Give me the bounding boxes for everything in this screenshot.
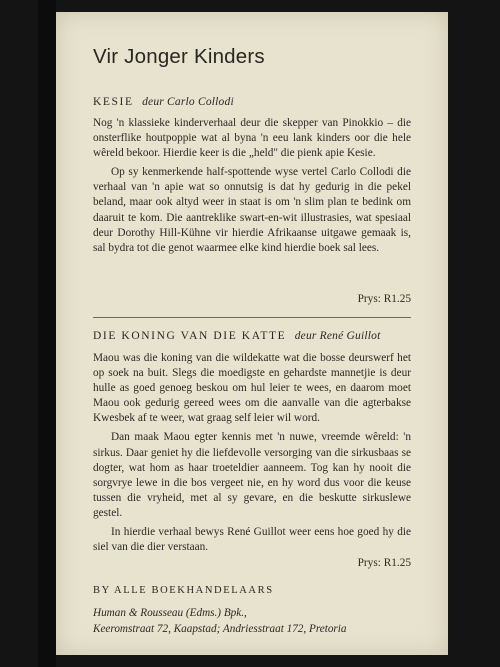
book2-paragraph-2: Dan maak Maou egter kennis met 'n nuwe, vreemde wêreld: 'n sirkus. Daar geniet hy die liefdevolle versorging van die sirkusbaas se dogter, wat hom as haar troeteldier aanneem. Tog kan hy nooit die sorgvrye lewe in die bos vergeet nie, en hy word dus voor die keuse tussen die vryheid, met al sy gevare, en die beskutte sirkuslewe gestel. (93, 431, 411, 519)
book2-description (93, 351, 411, 559)
publisher-name: Human & Rousseau (Edms.) Bpk., (93, 607, 247, 619)
book2-price: Prys: R1.25 (357, 557, 411, 569)
series-title: Vir Jonger Kinders (93, 45, 265, 68)
book1-description (93, 116, 411, 260)
section-divider (93, 317, 411, 318)
book2-paragraph-3: In hierdie verhaal bewys René Guillot weer eens hoe goed hy die siel van die dier verstaan. (93, 526, 411, 554)
book-back-cover (56, 12, 448, 655)
book1-author: deur Carlo Collodi (142, 96, 234, 108)
publisher-block (93, 605, 347, 637)
book2-title: DIE KONING VAN DIE KATTE (93, 330, 287, 342)
book1-heading (93, 96, 234, 108)
book2-heading (93, 330, 381, 342)
publisher-address: Keeromstraat 72, Kaapstad; Andriesstraat 172, Pretoria (93, 623, 347, 635)
book1-paragraph-1: Nog 'n klassieke kinderverhaal deur die skepper van Pinokkio – die onsterflike houtpoppie wat al byna 'n eeu lank kinders oor die hele wêreld bekoor. Hierdie keer is die „held" die pienk apie Kesie. (93, 117, 411, 160)
book1-paragraph-2: Op sy kenmerkende half-spottende wyse vertel Carlo Collodi die verhaal van 'n apie wat so onnutsig is dat hy gedurig in die pekel beland, maar ook altyd weer in staat is om 'n slim plan te bedink om daaruit te kom. Die aantreklike swart-en-wit illustrasies, wat spesiaal deur Dorothy Hill-Kühne vir hierdie Afrikaanse uitgawe gemaak is, sal bydra tot die genot waarmee elke kind hierdie boek sal lees. (93, 166, 411, 254)
book-spine-edge (38, 0, 56, 667)
book1-title: KESIE (93, 96, 134, 108)
book2-paragraph-1: Maou was die koning van die wildekatte wat die bosse deurswerf het op soek na buit. Slegs die moedigste en gehardste mannetjie is deur hulle as goed genoeg beskou om hul leier te wees, en daarom moet Maou ook gedurig gereed wees om die aanvalle van die agterbakse Kwesbek af te weer, wat graag self leier wil word. (93, 352, 411, 425)
booksellers-notice: BY ALLE BOEKHANDELAARS (93, 585, 274, 596)
book1-price: Prys: R1.25 (357, 293, 411, 305)
book2-author: deur René Guillot (294, 330, 381, 342)
